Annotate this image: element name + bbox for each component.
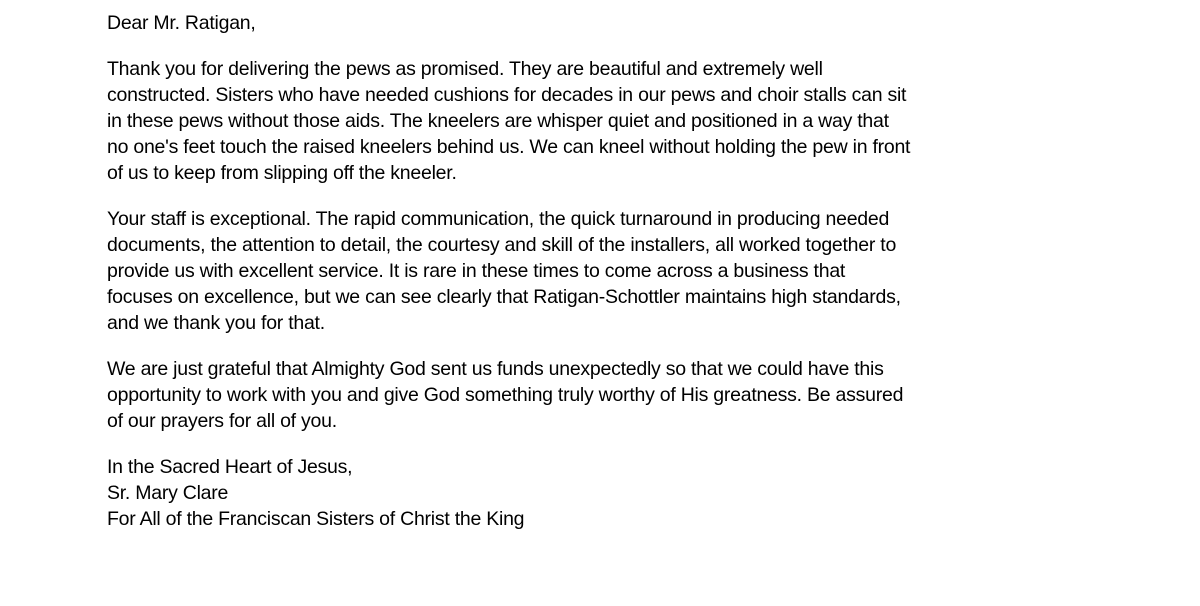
paragraph-line: documents, the attention to detail, the courtesy and skill of the installers, all worked together to bbox=[107, 234, 897, 256]
letter-greeting: Dear Mr. Ratigan, bbox=[107, 12, 256, 34]
paragraph-line: constructed. Sisters who have needed cushions for decades in our pews and choir stalls can sit bbox=[107, 84, 907, 106]
letter-signature-block bbox=[107, 454, 1117, 532]
paragraph-spacer bbox=[107, 36, 1117, 56]
paragraph-line: of our prayers for all of you. bbox=[107, 410, 337, 432]
paragraph-line: We are just grateful that Almighty God sent us funds unexpectedly so that we could have this bbox=[107, 358, 884, 380]
paragraph-spacer bbox=[107, 336, 1117, 356]
paragraph-line: and we thank you for that. bbox=[107, 312, 325, 334]
paragraph-line: provide us with excellent service. It is rare in these times to come across a business that bbox=[107, 260, 846, 282]
letter-signer-group: For All of the Franciscan Sisters of Christ the King bbox=[107, 508, 525, 530]
letter-paragraph-3 bbox=[107, 356, 1117, 434]
paragraph-line: of us to keep from slipping off the kneeler. bbox=[107, 162, 457, 184]
letter-closing: In the Sacred Heart of Jesus, bbox=[107, 456, 353, 478]
paragraph-line: Your staff is exceptional. The rapid communication, the quick turnaround in producing needed bbox=[107, 208, 890, 230]
paragraph-line: Thank you for delivering the pews as promised. They are beautiful and extremely well bbox=[107, 58, 823, 80]
letter-paragraph-1 bbox=[107, 56, 1117, 186]
letter-signer-name: Sr. Mary Clare bbox=[107, 482, 229, 504]
paragraph-spacer bbox=[107, 434, 1117, 454]
paragraph-spacer bbox=[107, 186, 1117, 206]
paragraph-line: in these pews without those aids. The kneelers are whisper quiet and positioned in a way that bbox=[107, 110, 889, 132]
paragraph-line: opportunity to work with you and give God something truly worthy of His greatness. Be assured bbox=[107, 384, 904, 406]
letter-paragraph-2 bbox=[107, 206, 1117, 336]
letter-body bbox=[107, 10, 1117, 532]
paragraph-line: no one's feet touch the raised kneelers behind us. We can kneel without holding the pew in front bbox=[107, 136, 911, 158]
paragraph-line: focuses on excellence, but we can see clearly that Ratigan-Schottler maintains high standards, bbox=[107, 286, 901, 308]
